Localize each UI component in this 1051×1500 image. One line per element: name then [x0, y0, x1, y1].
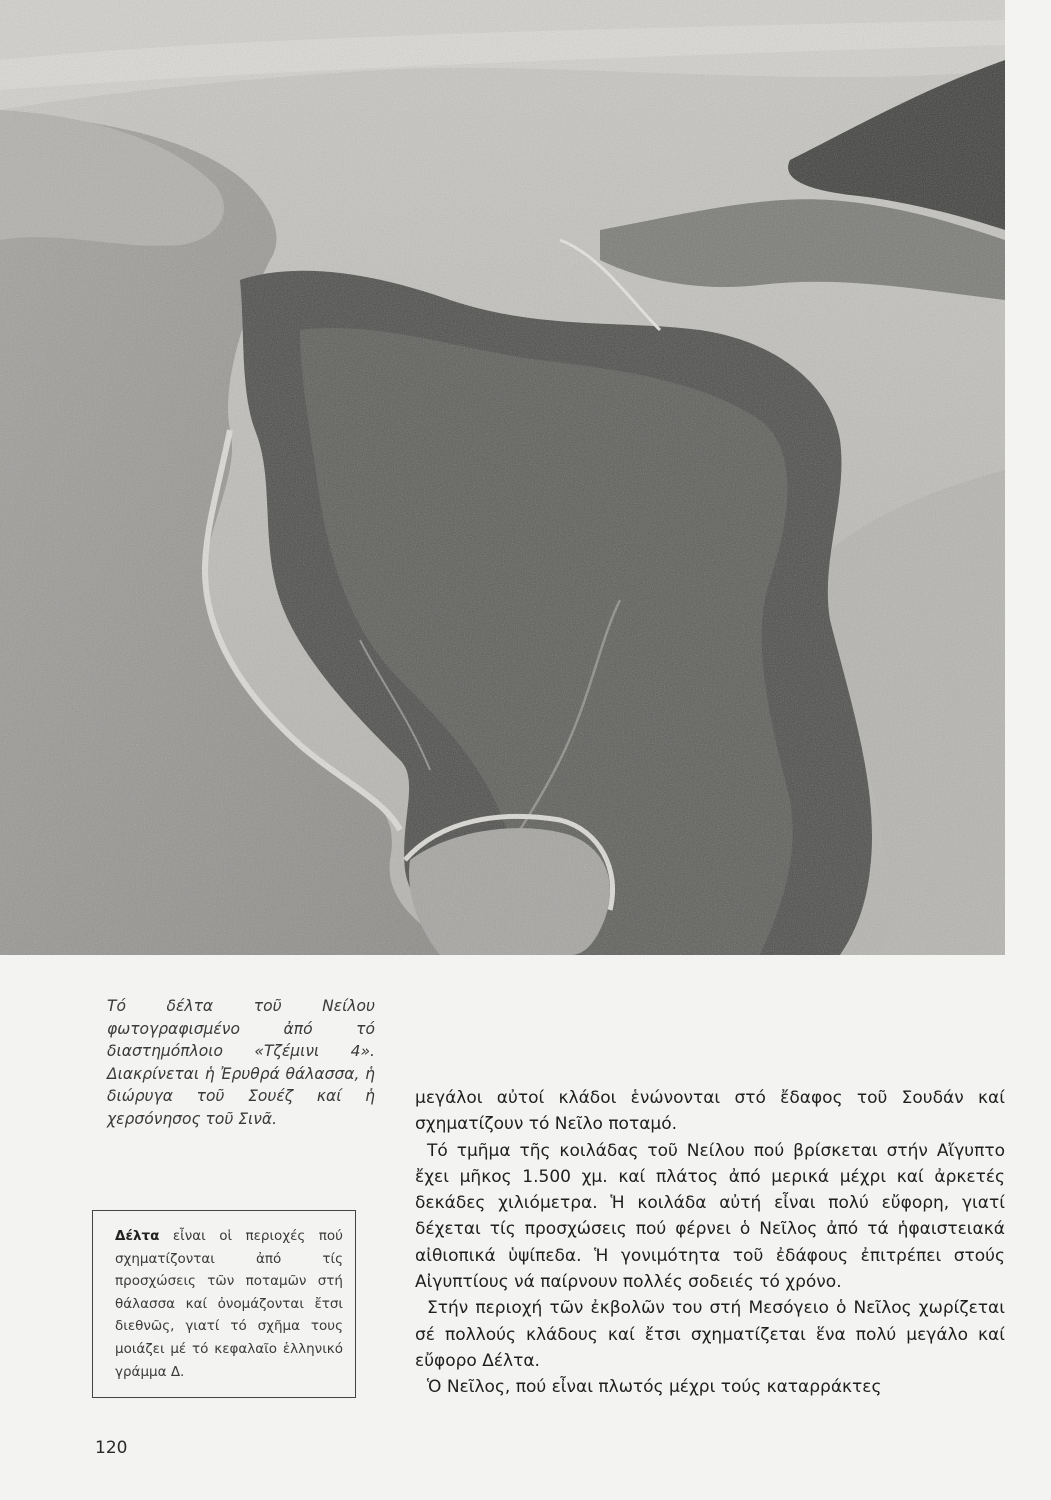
photo-caption: Τό δέλτα τοῦ Νείλου φωτογραφισμένο ἀπό τό διαστημόπλοιο «Τζέμινι 4». Διακρίνεται ἡ Ἐρυθρά θάλασσα, ἡ διώρυγα τοῦ Σουέζ καί ἡ χερσόνησος τοῦ Σινᾶ. [107, 997, 375, 1128]
paragraph-3: Στήν περιοχή τῶν ἐκβολῶν του στή Μεσόγειο ὁ Νεῖλος χωρίζεται σέ πολλούς κλάδους καί ἔτσι σχηματίζεται ἕνα πολύ μεγάλο καί εὔφορο Δέλτα. [415, 1298, 1005, 1371]
page-number: 120 [95, 1438, 128, 1458]
definition-text: εἶναι οἱ περιοχές πού σχηματίζονται ἀπό τίς προσχώσεις τῶν ποταμῶν στή θάλασσα καί ὀνομάζονται ἔτσι διεθνῶς, γιατί τό σχῆμα τους μοιάζει μέ τό κεφαλαῖο ἑλληνικό γράμμα Δ. [115, 1228, 343, 1380]
main-text [415, 1085, 1005, 1401]
definition-term: Δέλτα [115, 1228, 160, 1244]
definition-box [92, 1210, 356, 1398]
paragraph-1: μεγάλοι αὐτοί κλάδοι ἑνώνονται στό ἔδαφος τοῦ Σουδάν καί σχηματίζουν τό Νεῖλο ποταμό. [415, 1088, 1005, 1135]
paragraph-4: Ὁ Νεῖλος, πού εἶναι πλωτός μέχρι τούς καταρράκτες [427, 1377, 882, 1398]
paragraph-2: Τό τμῆμα τῆς κοιλάδας τοῦ Νείλου πού βρίσκεται στήν Αἴγυπτο ἔχει μῆκος 1.500 χμ. καί πλάτος ἀπό μερικά μέχρι καί ἀρκετές δεκάδες χιλιόμετρα. Ἡ κοιλάδα αὐτή εἶναι πολύ εὔφορη, γιατί δέχεται τίς προσχώσεις πού φέρνει ὁ Νεῖλος ἀπό τά ἡφαιστειακά αἰθιοπικά ὑψίπεδα. Ἡ γονιμότητα τοῦ ἐδάφους ἐπιτρέπει στούς Αἰγυπτίους νά παίρνουν πολλές σοδειές τό χρόνο. [415, 1140, 1005, 1293]
